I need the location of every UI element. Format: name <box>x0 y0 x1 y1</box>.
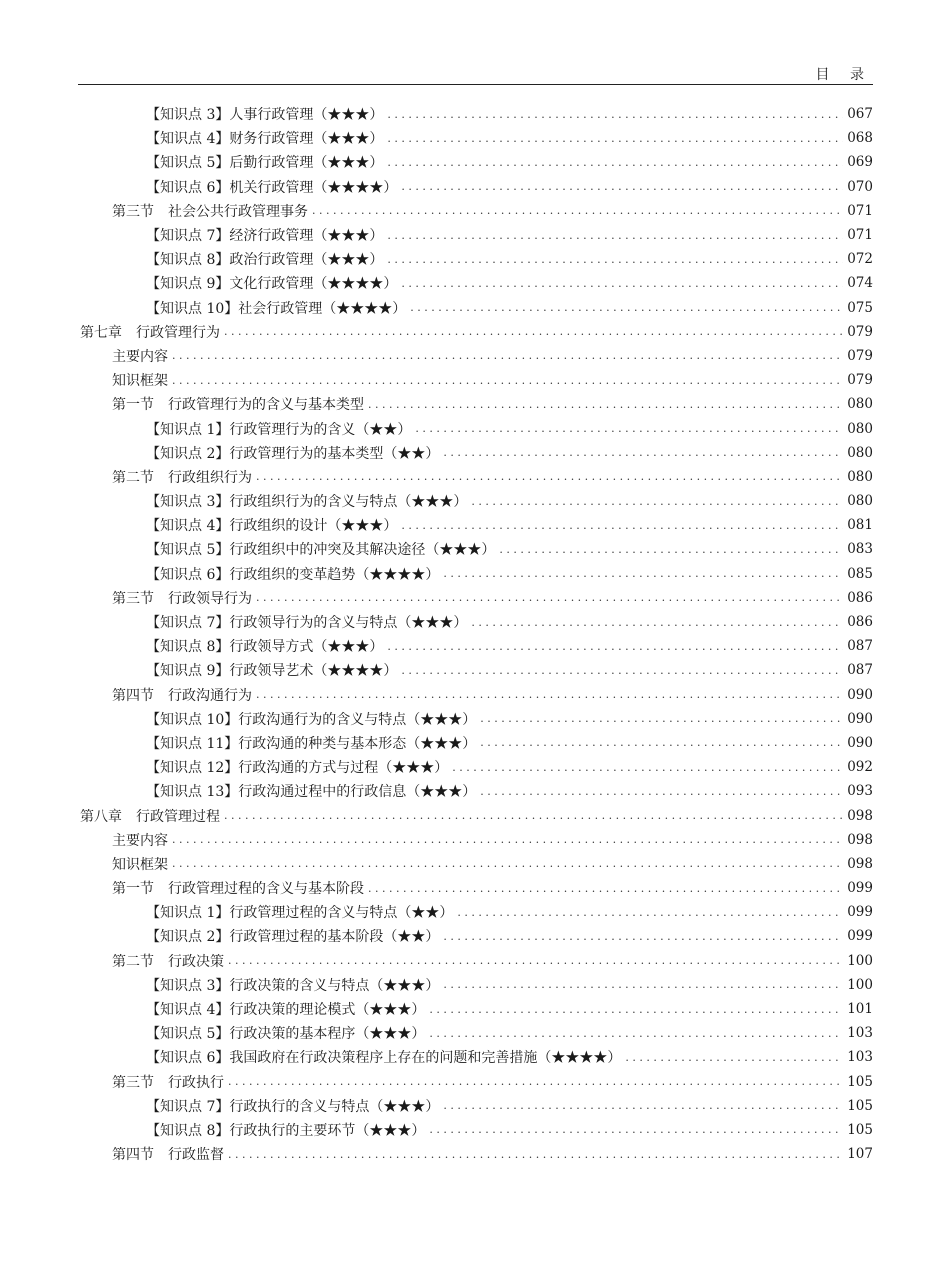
toc-page-number: 087 <box>847 638 873 655</box>
toc-dot-leader <box>228 1148 843 1161</box>
toc-dot-leader <box>480 712 843 725</box>
toc-page-number: 079 <box>847 372 873 389</box>
toc-page-number: 080 <box>847 493 873 510</box>
toc-dot-leader <box>401 664 843 677</box>
toc-entry-title: 第三节 行政领导行为 <box>112 590 252 607</box>
toc-entry-title: 【知识点 7】行政执行的含义与特点（★★★） <box>146 1098 440 1115</box>
toc-section-entry <box>80 344 873 368</box>
toc-entry-title: 【知识点 3】行政组织行为的含义与特点（★★★） <box>146 494 468 511</box>
toc-page-number: 080 <box>847 396 873 413</box>
toc-knowledge-point-entry <box>80 223 873 247</box>
toc-dot-leader <box>443 1099 843 1112</box>
toc-knowledge-point-entry <box>80 441 873 465</box>
toc-dot-leader <box>172 374 843 387</box>
toc-dot-leader <box>312 204 843 217</box>
toc-page-number: 079 <box>847 323 873 340</box>
toc-dot-leader <box>368 398 843 411</box>
toc-knowledge-point-entry <box>80 247 873 271</box>
toc-entry-title: 知识框架 <box>112 373 168 390</box>
toc-page-number: 100 <box>847 976 873 993</box>
toc-page-number: 090 <box>847 686 873 703</box>
toc-dot-leader <box>172 349 843 362</box>
toc-dot-leader <box>452 761 843 774</box>
toc-entry-title: 第一节 行政管理过程的含义与基本阶段 <box>112 881 364 898</box>
toc-knowledge-point-entry <box>80 900 873 924</box>
toc-page-number: 070 <box>847 178 873 195</box>
toc-page-number: 086 <box>847 589 873 606</box>
toc-entry-title: 【知识点 8】政治行政管理（★★★） <box>146 252 384 269</box>
toc-knowledge-point-entry <box>80 755 873 779</box>
toc-dot-leader <box>429 1003 843 1016</box>
toc-section-entry <box>80 1070 873 1094</box>
toc-entry-title: 【知识点 1】行政管理行为的含义（★★） <box>146 421 412 438</box>
toc-knowledge-point-entry <box>80 779 873 803</box>
toc-dot-leader <box>410 301 843 314</box>
toc-section-entry <box>80 828 873 852</box>
toc-page-number: 075 <box>847 299 873 316</box>
running-header-title: 目 录 <box>815 67 872 83</box>
toc-knowledge-point-entry <box>80 1118 873 1142</box>
toc-knowledge-point-entry <box>80 271 873 295</box>
toc-page-number: 074 <box>847 275 873 292</box>
toc-entry-title: 【知识点 10】社会行政管理（★★★★） <box>146 300 407 317</box>
toc-entry-title: 【知识点 9】文化行政管理（★★★★） <box>146 276 398 293</box>
toc-dot-leader <box>387 229 843 242</box>
toc-entry-title: 【知识点 2】行政管理过程的基本阶段（★★） <box>146 929 440 946</box>
toc-page-number: 105 <box>847 1121 873 1138</box>
toc-dot-leader <box>443 446 843 459</box>
toc-page-number: 100 <box>847 952 873 969</box>
toc-entry-title: 第二节 行政组织行为 <box>112 469 252 486</box>
toc-knowledge-point-entry <box>80 150 873 174</box>
toc-section-entry <box>80 586 873 610</box>
toc-section-entry <box>80 465 873 489</box>
toc-knowledge-point-entry <box>80 562 873 586</box>
toc-dot-leader <box>387 156 843 169</box>
toc-page-number: 071 <box>847 202 873 219</box>
toc-page-number: 098 <box>847 807 873 824</box>
toc-dot-leader <box>429 1123 843 1136</box>
toc-entry-title: 第四节 行政沟通行为 <box>112 687 252 704</box>
toc-entry-title: 【知识点 7】行政领导行为的含义与特点（★★★） <box>146 615 468 632</box>
toc-page-number: 098 <box>847 855 873 872</box>
toc-knowledge-point-entry <box>80 997 873 1021</box>
toc-chapter-entry <box>80 320 873 344</box>
toc-page-number: 087 <box>847 662 873 679</box>
toc-page-number: 107 <box>847 1146 873 1163</box>
toc-entry-title: 【知识点 13】行政沟通过程中的行政信息（★★★） <box>146 784 477 801</box>
toc-page-number: 080 <box>847 444 873 461</box>
toc-dot-leader <box>387 108 843 121</box>
toc-page-number: 080 <box>847 420 873 437</box>
toc-entry-title: 【知识点 4】财务行政管理（★★★） <box>146 131 384 148</box>
toc-knowledge-point-entry <box>80 610 873 634</box>
toc-knowledge-point-entry <box>80 175 873 199</box>
toc-entry-title: 【知识点 1】行政管理过程的含义与特点（★★） <box>146 905 454 922</box>
toc-knowledge-point-entry <box>80 102 873 126</box>
toc-dot-leader <box>480 785 843 798</box>
toc-entry-title: 第三节 社会公共行政管理事务 <box>112 203 308 220</box>
toc-knowledge-point-entry <box>80 1021 873 1045</box>
toc-dot-leader <box>401 519 843 532</box>
toc-entry-title: 【知识点 3】人事行政管理（★★★） <box>146 107 384 124</box>
toc-page-number: 103 <box>847 1049 873 1066</box>
toc-page-number: 081 <box>847 517 873 534</box>
toc-dot-leader <box>401 277 843 290</box>
toc-page-number: 067 <box>847 106 873 123</box>
toc-page-number: 090 <box>847 734 873 751</box>
toc-dot-leader <box>172 857 843 870</box>
toc-entry-title: 【知识点 5】行政组织中的冲突及其解决途径（★★★） <box>146 542 496 559</box>
toc-entry-title: 第二节 行政决策 <box>112 953 224 970</box>
toc-entry-title: 【知识点 5】后勤行政管理（★★★） <box>146 155 384 172</box>
toc-dot-leader <box>387 640 843 653</box>
toc-dot-leader <box>471 616 843 629</box>
toc-knowledge-point-entry <box>80 731 873 755</box>
toc-knowledge-point-entry <box>80 924 873 948</box>
toc-dot-leader <box>499 543 843 556</box>
toc-dot-leader <box>429 1027 843 1040</box>
toc-entry-title: 【知识点 8】行政领导方式（★★★） <box>146 639 384 656</box>
toc-dot-leader <box>415 422 843 435</box>
toc-entry-title: 【知识点 4】行政组织的设计（★★★） <box>146 518 398 535</box>
toc-dot-leader <box>224 325 843 338</box>
toc-section-entry <box>80 949 873 973</box>
toc-entry-title: 【知识点 9】行政领导艺术（★★★★） <box>146 663 398 680</box>
toc-dot-leader <box>228 1075 843 1088</box>
toc-page-number: 080 <box>847 468 873 485</box>
toc-page-number: 103 <box>847 1025 873 1042</box>
toc-page-number: 093 <box>847 783 873 800</box>
toc-knowledge-point-entry <box>80 513 873 537</box>
toc-dot-leader <box>480 736 843 749</box>
toc-entry-title: 【知识点 5】行政决策的基本程序（★★★） <box>146 1026 426 1043</box>
toc-dot-leader <box>387 253 843 266</box>
toc-entry-title: 【知识点 2】行政管理行为的基本类型（★★） <box>146 445 440 462</box>
toc-entry-title: 第一节 行政管理行为的含义与基本类型 <box>112 397 364 414</box>
toc-page-number: 099 <box>847 904 873 921</box>
toc-page-number: 083 <box>847 541 873 558</box>
toc-knowledge-point-entry <box>80 707 873 731</box>
toc-entry-title: 【知识点 11】行政沟通的种类与基本形态（★★★） <box>146 735 477 752</box>
toc-page-number: 072 <box>847 251 873 268</box>
toc-chapter-entry <box>80 803 873 827</box>
toc-dot-leader <box>224 809 843 822</box>
toc-section-entry <box>80 392 873 416</box>
toc-page-number: 101 <box>847 1001 873 1018</box>
toc-dot-leader <box>256 591 843 604</box>
toc-entry-title: 【知识点 8】行政执行的主要环节（★★★） <box>146 1122 426 1139</box>
toc-knowledge-point-entry <box>80 489 873 513</box>
toc-section-entry <box>80 199 873 223</box>
toc-page-number: 098 <box>847 831 873 848</box>
toc-entry-title: 【知识点 7】经济行政管理（★★★） <box>146 228 384 245</box>
toc-knowledge-point-entry <box>80 537 873 561</box>
toc-dot-leader <box>443 567 843 580</box>
toc-section-entry <box>80 683 873 707</box>
toc-dot-leader <box>443 930 843 943</box>
toc-knowledge-point-entry <box>80 658 873 682</box>
toc-page-number: 090 <box>847 710 873 727</box>
toc-section-entry <box>80 1142 873 1166</box>
toc-knowledge-point-entry <box>80 126 873 150</box>
toc-knowledge-point-entry <box>80 1094 873 1118</box>
toc-page-number: 068 <box>847 130 873 147</box>
toc-page-number: 099 <box>847 928 873 945</box>
toc-page-number: 092 <box>847 759 873 776</box>
toc-entry-title: 第七章 行政管理行为 <box>80 324 220 341</box>
toc-entry-title: 【知识点 10】行政沟通行为的含义与特点（★★★） <box>146 711 477 728</box>
toc-entry-title: 【知识点 6】行政组织的变革趋势（★★★★） <box>146 566 440 583</box>
toc-section-entry <box>80 876 873 900</box>
toc-page-number: 105 <box>847 1073 873 1090</box>
toc-knowledge-point-entry <box>80 1045 873 1069</box>
header-rule <box>78 84 873 85</box>
toc-page-number: 069 <box>847 154 873 171</box>
toc-dot-leader <box>228 954 843 967</box>
toc-entry-title: 【知识点 6】我国政府在行政决策程序上存在的问题和完善措施（★★★★） <box>146 1050 622 1067</box>
toc-section-entry <box>80 368 873 392</box>
toc-page-number: 105 <box>847 1097 873 1114</box>
toc-entry-title: 主要内容 <box>112 348 168 365</box>
toc-entry-title: 【知识点 12】行政沟通的方式与过程（★★★） <box>146 760 449 777</box>
toc-dot-leader <box>471 495 843 508</box>
toc-entry-title: 【知识点 4】行政决策的理论模式（★★★） <box>146 1002 426 1019</box>
toc-entry-title: 主要内容 <box>112 832 168 849</box>
toc-knowledge-point-entry <box>80 634 873 658</box>
toc-knowledge-point-entry <box>80 416 873 440</box>
toc-dot-leader <box>256 688 843 701</box>
toc-entry-title: 知识框架 <box>112 856 168 873</box>
toc-page-number: 079 <box>847 347 873 364</box>
toc-page-number: 085 <box>847 565 873 582</box>
table-of-contents <box>80 102 873 1166</box>
toc-page-number: 099 <box>847 880 873 897</box>
toc-dot-leader <box>625 1051 843 1064</box>
toc-dot-leader <box>457 906 843 919</box>
toc-dot-leader <box>172 833 843 846</box>
toc-dot-leader <box>387 132 843 145</box>
toc-entry-title: 【知识点 3】行政决策的含义与特点（★★★） <box>146 977 440 994</box>
toc-page-number: 086 <box>847 614 873 631</box>
toc-knowledge-point-entry <box>80 973 873 997</box>
toc-page-number: 071 <box>847 227 873 244</box>
toc-section-entry <box>80 852 873 876</box>
toc-entry-title: 第八章 行政管理过程 <box>80 808 220 825</box>
toc-dot-leader <box>256 470 843 483</box>
toc-dot-leader <box>443 978 843 991</box>
toc-entry-title: 第四节 行政监督 <box>112 1147 224 1164</box>
toc-entry-title: 【知识点 6】机关行政管理（★★★★） <box>146 179 398 196</box>
toc-dot-leader <box>401 180 843 193</box>
toc-knowledge-point-entry <box>80 296 873 320</box>
toc-entry-title: 第三节 行政执行 <box>112 1074 224 1091</box>
toc-dot-leader <box>368 882 843 895</box>
